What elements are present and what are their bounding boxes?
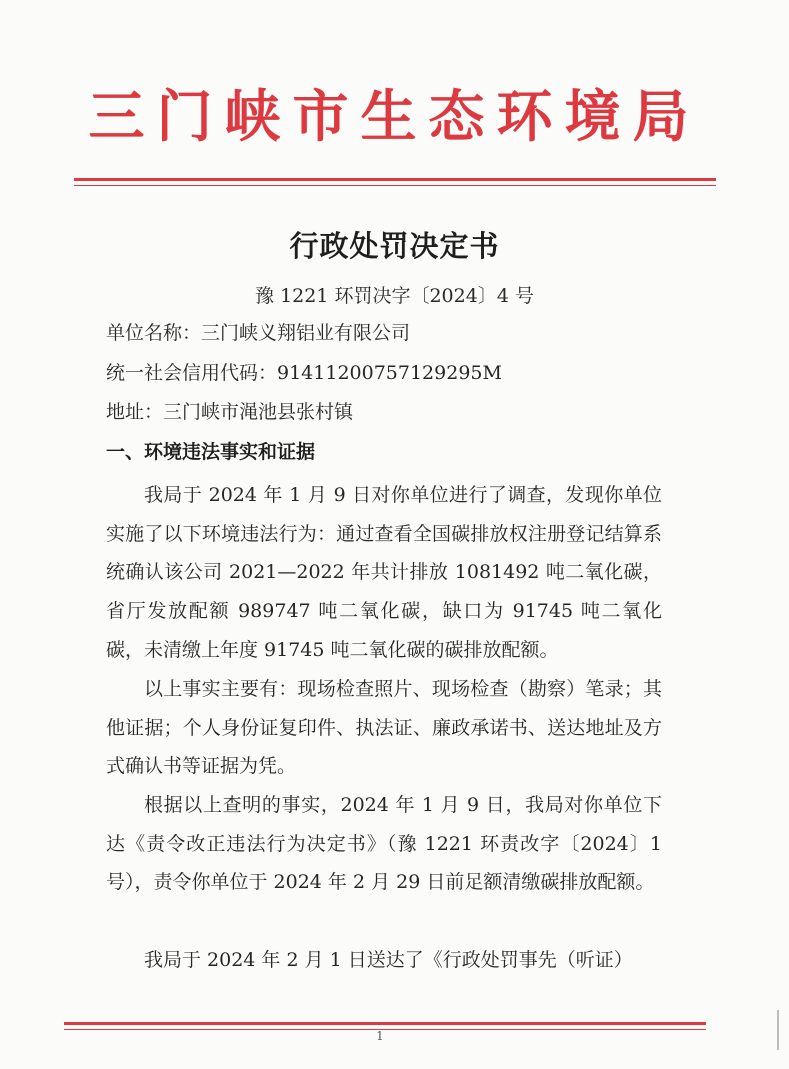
- credit-code-line: 统一社会信用代码：91411200757129295M: [106, 362, 502, 384]
- paragraph-evidence: 以上事实主要有：现场检查照片、现场检查（勘察）笔录；其他证据；个人身份证复印件、执法证、廉政承诺书、送达地址及方式确认书等证据为凭。: [106, 678, 662, 778]
- paragraph-investigation: 我局于 2024 年 1 月 9 日对你单位进行了调查，发现你单位实施了以下环境违法行为：通过查看全国碳排放权注册登记结算系统确认该公司 2021—2022 年共计排放 1081492 吨二氧化碳，省厅发放配额 989747 吨二氧化碳，缺口为 91745 吨二氧化碳，未清缴上年度 91745 吨二氧化碳的碳排放配额。: [106, 484, 662, 661]
- page-number: 1: [376, 1029, 384, 1043]
- header-red-line-thin: [74, 185, 716, 186]
- scan-edge-mark: [777, 1010, 779, 1050]
- paragraph-correction-order: 根据以上查明的事实，2024 年 1 月 9 日，我局对你单位下达《责令改正违法行为决定书》（豫 1221 环责改字〔2024〕1 号），责令你单位于 2024 年 2 月 29 日前足额清缴碳排放配额。: [106, 794, 662, 894]
- header-red-line-thick: [74, 178, 716, 181]
- section-heading: 一、环境违法事实和证据: [106, 441, 316, 463]
- footer-red-line-thick: [64, 1022, 706, 1025]
- document-number: 豫 1221 环罚决字〔2024〕4 号: [255, 285, 534, 307]
- address-line: 地址：三门峡市渑池县张村镇: [106, 401, 354, 423]
- agency-letterhead-title: 三门峡市生态环境局: [88, 84, 701, 150]
- paragraph-notice: 我局于 2024 年 2 月 1 日送达了《行政处罚事先（听证）: [144, 949, 633, 971]
- document-title: 行政处罚决定书: [289, 229, 500, 263]
- unit-name-line: 单位名称：三门峡义翔铝业有限公司: [106, 322, 411, 344]
